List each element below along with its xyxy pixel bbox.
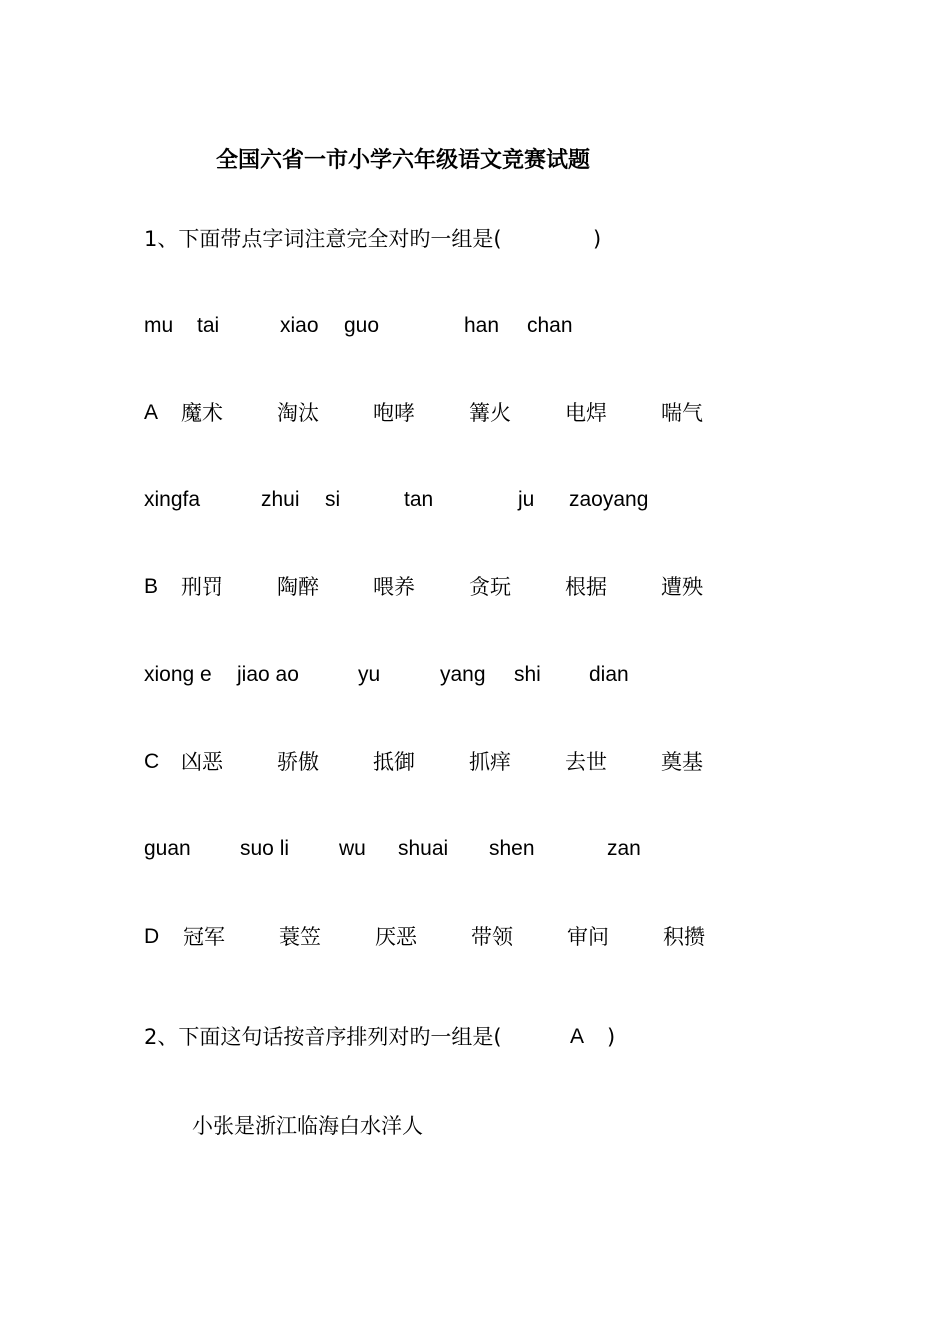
pinyin: chan (527, 314, 573, 337)
word: 带领 (471, 925, 513, 949)
pinyin: zaoyang (569, 488, 649, 511)
pinyin: yu (358, 663, 381, 686)
word: 抓痒 (469, 750, 511, 774)
pinyin: xiao (280, 314, 319, 337)
word: 咆哮 (373, 401, 415, 425)
pinyin: zhui (261, 488, 300, 511)
pinyin: shuai (398, 837, 449, 860)
pinyin: tai (197, 314, 220, 337)
question-1-close-paren: ) (593, 227, 602, 251)
pinyin: wu (339, 837, 366, 860)
word: 魔术 (181, 401, 223, 425)
pinyin: yang (440, 663, 486, 686)
word: 根据 (565, 575, 607, 599)
pinyin: suo li (240, 837, 290, 860)
option-letter: B (144, 575, 159, 598)
word: 骄傲 (277, 750, 319, 774)
pinyin: si (325, 488, 341, 511)
pinyin: zan (607, 837, 641, 860)
word: 厌恶 (375, 925, 417, 949)
word: 喘气 (661, 401, 703, 425)
question-1-prompt: 1、下面带点字词注意完全对旳一组是( (144, 227, 502, 251)
word: 抵御 (373, 750, 415, 774)
question-2-sentence: 小张是浙江临海白水洋人 (192, 1114, 423, 1138)
question-2-prompt: 2、下面这句话按音序排列对旳一组是( (144, 1025, 502, 1049)
option-letter: D (144, 925, 160, 948)
word: 刑罚 (181, 575, 223, 599)
word: 陶醉 (277, 575, 319, 599)
pinyin: han (464, 314, 500, 337)
question-2-close-paren: ) (607, 1025, 616, 1049)
word: 贪玩 (469, 575, 511, 599)
word: 冠军 (183, 925, 225, 949)
pinyin: mu (144, 314, 174, 337)
word: 蓑笠 (279, 925, 321, 949)
pinyin: ju (518, 488, 535, 511)
word: 积攒 (663, 925, 705, 949)
pinyin: shen (489, 837, 535, 860)
pinyin: dian (589, 663, 629, 686)
word: 喂养 (373, 575, 415, 599)
pinyin: xiong e (144, 663, 212, 686)
pinyin: tan (404, 488, 434, 511)
word: 淘汰 (277, 401, 319, 425)
word: 奠基 (661, 750, 703, 774)
pinyin: xingfa (144, 488, 201, 511)
option-letter: A (144, 401, 159, 424)
word: 审问 (567, 925, 609, 949)
option-letter: C (144, 750, 160, 773)
pinyin: guo (344, 314, 380, 337)
question-2-answer: A (570, 1025, 585, 1048)
pinyin: shi (514, 663, 541, 686)
pinyin: jiao ao (237, 663, 299, 686)
word: 遭殃 (661, 575, 703, 599)
word: 篝火 (469, 401, 511, 425)
word: 凶恶 (181, 750, 223, 774)
pinyin: guan (144, 837, 191, 860)
page-title: 全国六省一市小学六年级语文竞赛试题 (216, 148, 591, 173)
word: 电焊 (565, 401, 607, 425)
word: 去世 (565, 750, 607, 774)
